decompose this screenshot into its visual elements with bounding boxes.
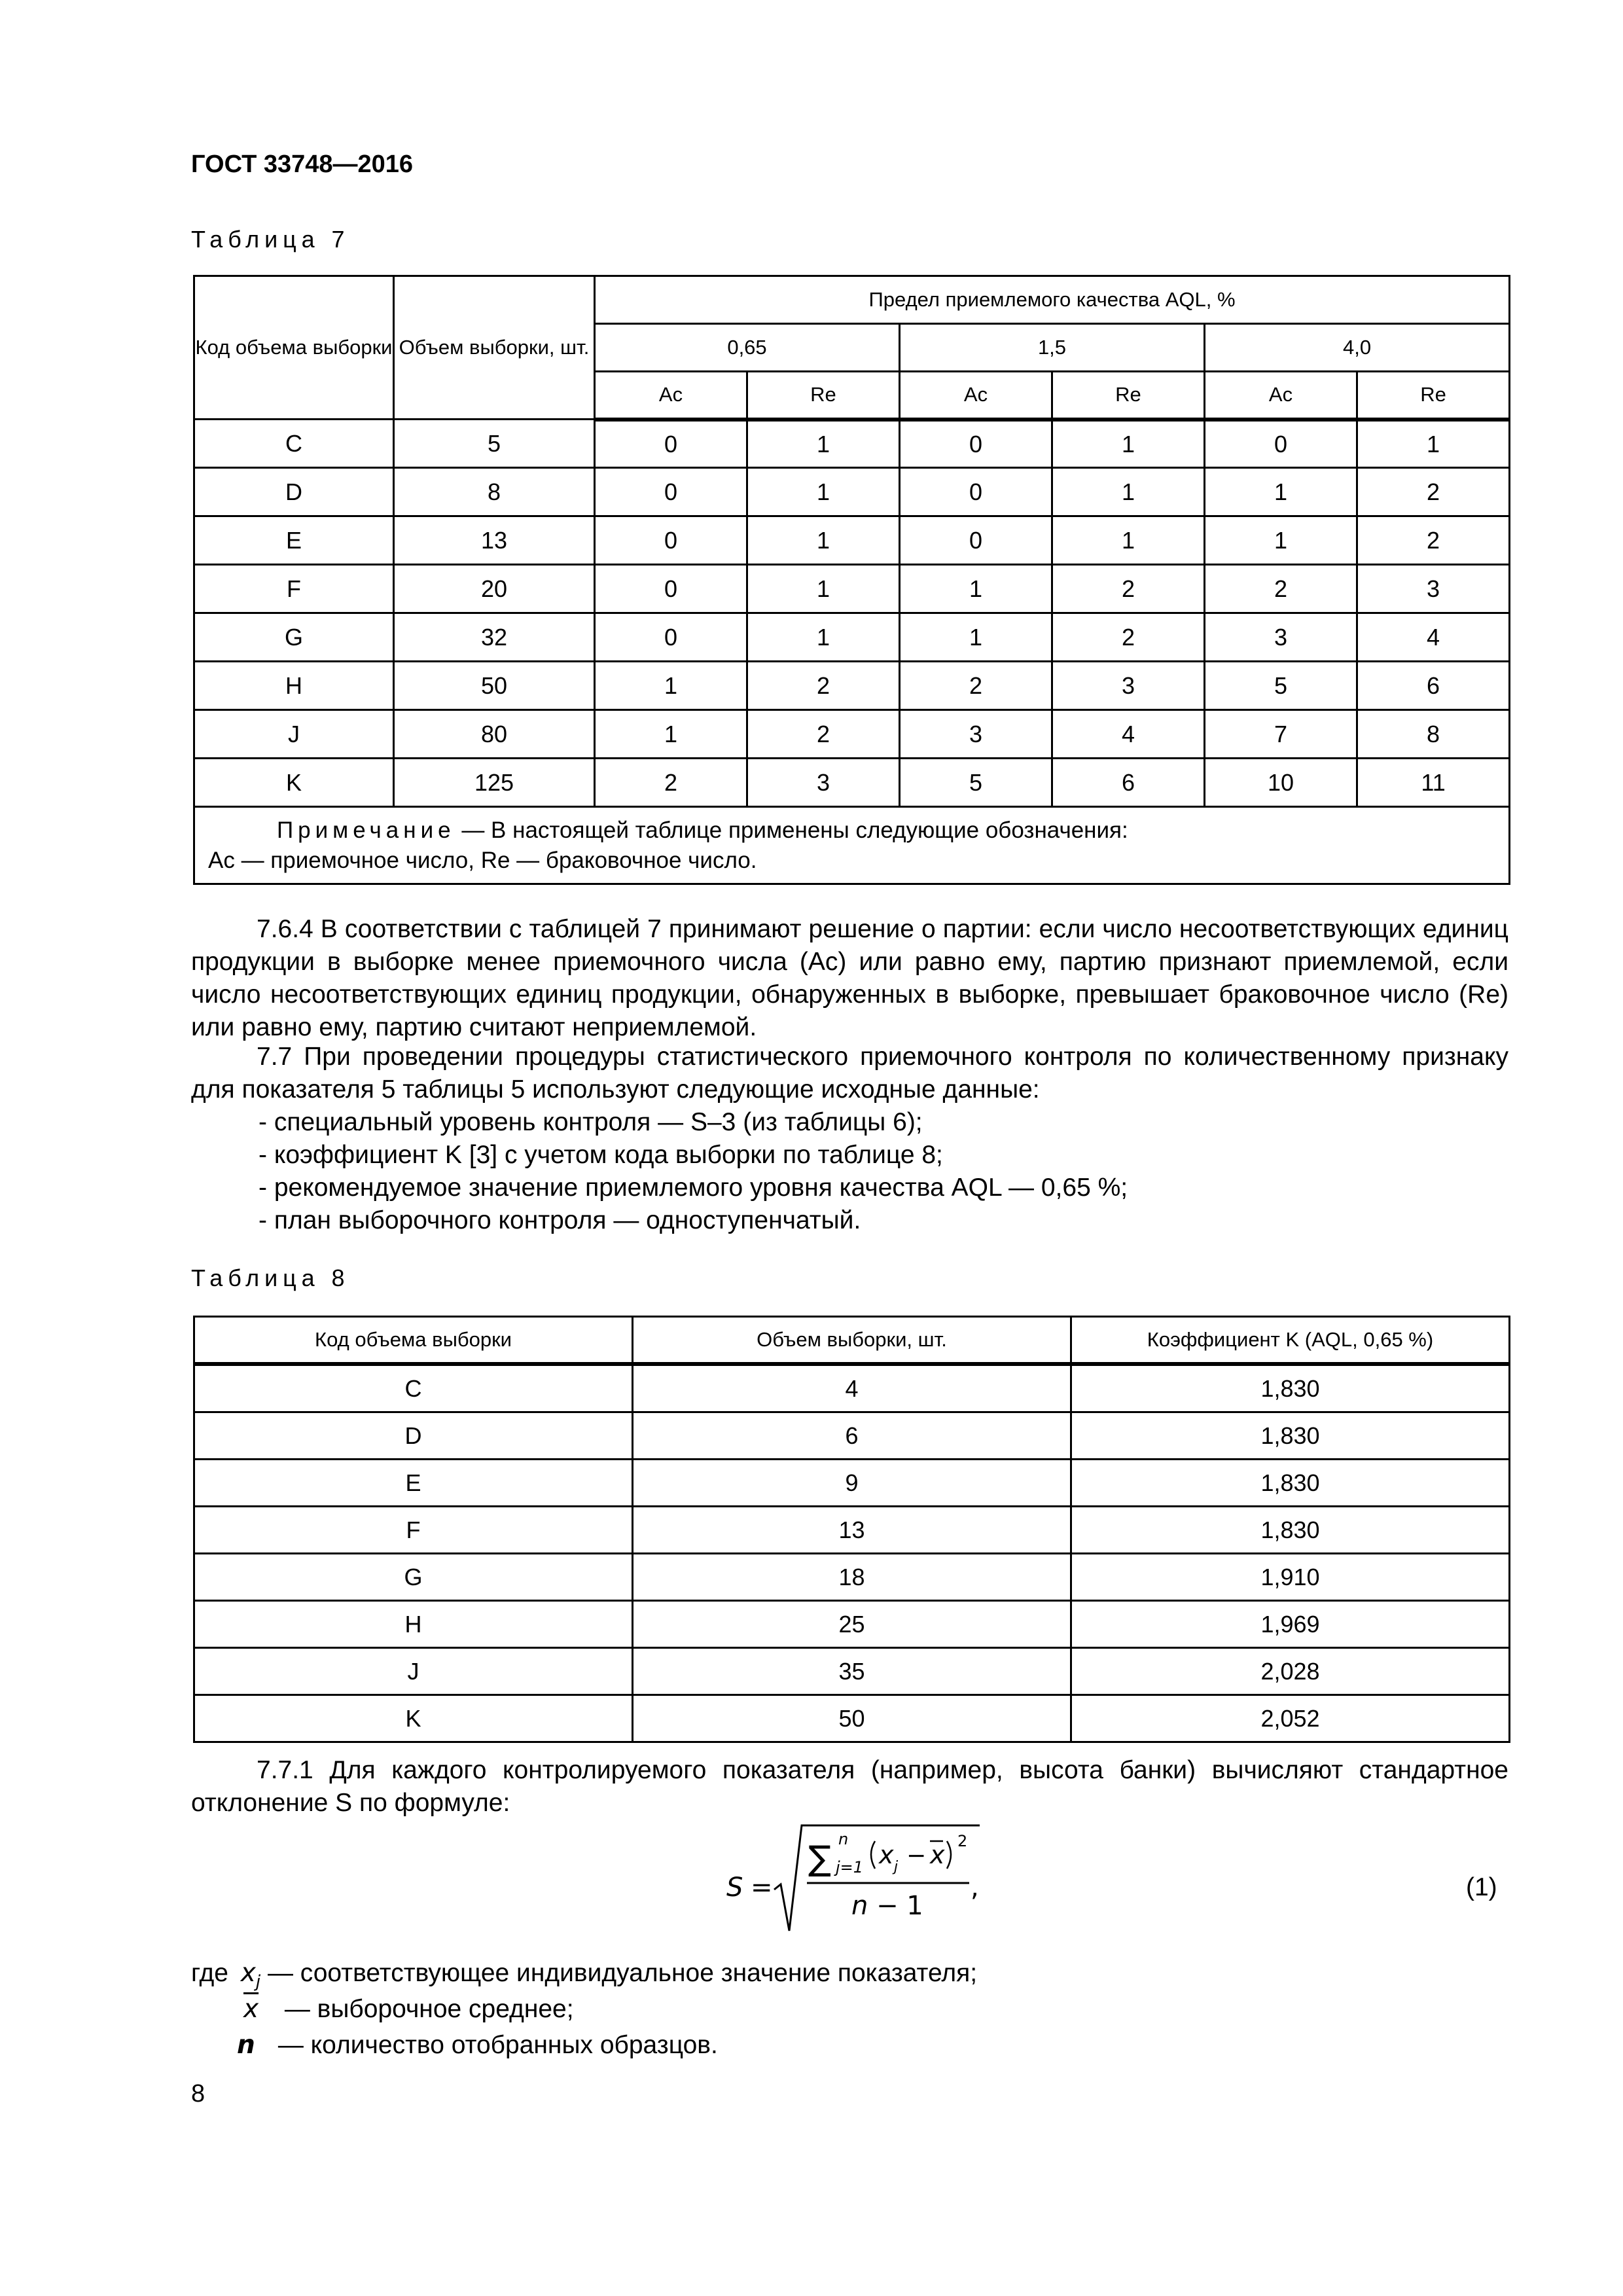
table-row bbox=[194, 1554, 1510, 1601]
note-label: Примечание bbox=[277, 817, 455, 843]
table7-cell-value: 1 bbox=[1052, 420, 1205, 468]
table8-cell-size: 18 bbox=[633, 1554, 1071, 1601]
legend-item bbox=[243, 1993, 574, 2026]
table8-header-code: Код объема выборки bbox=[194, 1317, 633, 1365]
table7-note bbox=[194, 807, 1510, 884]
table7-cell-value: 2 bbox=[1052, 565, 1205, 613]
table7-cell-value: 3 bbox=[1357, 565, 1510, 613]
table7-cell-size: 32 bbox=[394, 613, 595, 662]
table-row bbox=[194, 516, 1510, 565]
table7-cell-code: E bbox=[194, 516, 394, 565]
table8-header-size: Объем выборки, шт. bbox=[633, 1317, 1071, 1365]
table7-cell-value: 2 bbox=[1357, 468, 1510, 516]
table8-cell-code: F bbox=[194, 1507, 633, 1554]
table8-header-coefficient: Коэффициент K (AQL, 0,65 %) bbox=[1071, 1317, 1510, 1365]
table7-caption: Таблица 7 bbox=[191, 226, 350, 253]
legend-symbol: n bbox=[237, 2030, 255, 2060]
table7-cell-value: 3 bbox=[900, 710, 1052, 759]
table-row bbox=[194, 1364, 1510, 1412]
table7-cell-value: 3 bbox=[1052, 662, 1205, 710]
table7-cell-value: 2 bbox=[1357, 516, 1510, 565]
table7-cell-code: J bbox=[194, 710, 394, 759]
table7-cell-value: 4 bbox=[1357, 613, 1510, 662]
table8-cell-coefficient: 1,830 bbox=[1071, 1364, 1510, 1412]
note-line2: Ac — приемочное число, Re — браковочное число. bbox=[208, 847, 757, 873]
table7-sub-re: Re bbox=[1357, 372, 1510, 420]
table8-cell-coefficient: 1,830 bbox=[1071, 1460, 1510, 1507]
table7-cell-value: 1 bbox=[1205, 516, 1357, 565]
table-row bbox=[194, 420, 1510, 468]
table7-cell-value: 0 bbox=[900, 420, 1052, 468]
table7-cell-value: 0 bbox=[595, 565, 747, 613]
formula-lhs: S bbox=[726, 1873, 743, 1903]
legend-item bbox=[191, 1957, 977, 1998]
paragraph-7-7: 7.7 При проведении процедуры статистического приемочного контроля по количественному признаку для показателя 5 таблицы 5 используют следующие исходные данные: bbox=[191, 1043, 1508, 1103]
table7-cell-size: 13 bbox=[394, 516, 595, 565]
table7-cell-code: H bbox=[194, 662, 394, 710]
table8-body bbox=[194, 1364, 1510, 1742]
table7-header-size: Объем выборки, шт. bbox=[394, 276, 595, 420]
table-row bbox=[194, 1601, 1510, 1648]
table7-cell-size: 80 bbox=[394, 710, 595, 759]
table7-cell-value: 1 bbox=[900, 613, 1052, 662]
table7-cell-value: 3 bbox=[1205, 613, 1357, 662]
sum-lower-limit: j=1 bbox=[836, 1858, 864, 1876]
paragraph-7-6-4: 7.6.4 В соответствии с таблицей 7 принимают решение о партии: если число несоответствующих единиц продукции в выборке менее приемочного числа (Ac) или равно ему, партию признают приемлемой, если число несоответствующих единиц продукции, обнаруженных в выборке, превышает браковочное число (Re) или равно ему, партию считают неприемлемой. bbox=[191, 915, 1508, 1041]
table7-cell-value: 2 bbox=[900, 662, 1052, 710]
table7-cell-code: D bbox=[194, 468, 394, 516]
formula-number: (1) bbox=[1466, 1873, 1497, 1901]
table7-cell-value: 4 bbox=[1052, 710, 1205, 759]
legend-item bbox=[237, 2029, 718, 2062]
table8-cell-size: 50 bbox=[633, 1695, 1071, 1742]
table-row bbox=[194, 565, 1510, 613]
table8-cell-coefficient: 1,830 bbox=[1071, 1507, 1510, 1554]
table7-cell-value: 0 bbox=[900, 516, 1052, 565]
table7-cell-value: 2 bbox=[747, 662, 900, 710]
table7-cell-value: 5 bbox=[1205, 662, 1357, 710]
table7-cell-size: 50 bbox=[394, 662, 595, 710]
table7-sub-re: Re bbox=[747, 372, 900, 420]
table7-sub-ac: Ac bbox=[595, 372, 747, 420]
table8-cell-code: E bbox=[194, 1460, 633, 1507]
table7-cell-value: 1 bbox=[747, 468, 900, 516]
table7-aql-level: 1,5 bbox=[900, 324, 1205, 372]
table7-cell-value: 2 bbox=[1052, 613, 1205, 662]
table7-cell-value: 1 bbox=[1052, 516, 1205, 565]
table7-cell-value: 1 bbox=[1205, 468, 1357, 516]
std-deviation-formula bbox=[710, 1816, 985, 1941]
table7-cell-size: 8 bbox=[394, 468, 595, 516]
table8-cell-size: 13 bbox=[633, 1507, 1071, 1554]
table8-cell-size: 4 bbox=[633, 1364, 1071, 1412]
table8-cell-size: 9 bbox=[633, 1460, 1071, 1507]
table7-cell-value: 1 bbox=[1357, 420, 1510, 468]
formula-power: 2 bbox=[957, 1832, 968, 1850]
formula-j-subscript: j bbox=[894, 1859, 899, 1875]
list-item: - специальный уровень контроля — S–3 (из таблицы 6); bbox=[259, 1108, 923, 1136]
legend-prefix: где bbox=[191, 1959, 228, 1987]
table8-cell-coefficient: 2,052 bbox=[1071, 1695, 1510, 1742]
table8-cell-coefficient: 2,028 bbox=[1071, 1648, 1510, 1695]
table8-cell-code: C bbox=[194, 1364, 633, 1412]
table7-aql-level: 4,0 bbox=[1205, 324, 1510, 372]
table7-cell-value: 10 bbox=[1205, 759, 1357, 807]
formula-minus: − bbox=[906, 1842, 927, 1869]
table8-cell-code: D bbox=[194, 1412, 633, 1460]
document-header: ГОСТ 33748—2016 bbox=[191, 151, 414, 178]
table7-cell-value: 8 bbox=[1357, 710, 1510, 759]
table-row bbox=[194, 1412, 1510, 1460]
table7-cell-value: 0 bbox=[900, 468, 1052, 516]
table7-cell-value: 3 bbox=[747, 759, 900, 807]
table8-cell-code: J bbox=[194, 1648, 633, 1695]
table7-cell-value: 1 bbox=[747, 420, 900, 468]
table7-cell-value: 1 bbox=[595, 662, 747, 710]
table-row bbox=[194, 613, 1510, 662]
list-7-7 bbox=[259, 1106, 1128, 1237]
table8-cell-code: H bbox=[194, 1601, 633, 1648]
table-row bbox=[194, 759, 1510, 807]
table7-body bbox=[194, 420, 1510, 807]
list-item: - коэффициент K [3] с учетом кода выборки по таблице 8; bbox=[259, 1141, 943, 1169]
formula-xj: x bbox=[879, 1840, 894, 1869]
right-paren bbox=[947, 1841, 951, 1869]
table-row bbox=[194, 1695, 1510, 1742]
table7-cell-value: 1 bbox=[747, 565, 900, 613]
legend-symbol: $\overline{x}$ bbox=[243, 1994, 259, 2024]
table7-cell-value: 0 bbox=[595, 613, 747, 662]
table-row bbox=[194, 662, 1510, 710]
sum-sign: ∑ bbox=[808, 1839, 832, 1878]
table7-cell-value: 7 bbox=[1205, 710, 1357, 759]
table7-cell-size: 125 bbox=[394, 759, 595, 807]
note-line1: — В настоящей таблице применены следующие обозначения: bbox=[455, 817, 1128, 843]
legend-text: — количество отобранных образцов. bbox=[277, 2031, 718, 2059]
table-row bbox=[194, 710, 1510, 759]
table7-sub-ac: Ac bbox=[1205, 372, 1357, 420]
table7-cell-code: C bbox=[194, 420, 394, 468]
table7-cell-value: 2 bbox=[747, 710, 900, 759]
page-number: 8 bbox=[191, 2080, 205, 2108]
formula-equals: = bbox=[751, 1873, 773, 1903]
table7-cell-value: 0 bbox=[595, 516, 747, 565]
table7-cell-value: 1 bbox=[900, 565, 1052, 613]
left-paren bbox=[871, 1841, 875, 1869]
formula-xbar: x bbox=[930, 1840, 945, 1869]
paragraph-7-7-1: 7.7.1 Для каждого контролируемого показателя (например, высота банки) вычисляют стандартное отклонение S по формуле: bbox=[191, 1756, 1508, 1817]
table7-cell-value: 0 bbox=[595, 468, 747, 516]
table8-caption: Таблица 8 bbox=[191, 1265, 350, 1291]
table7-aql-level: 0,65 bbox=[595, 324, 900, 372]
table7-header-code: Код объема выборки bbox=[194, 276, 394, 420]
table8-cell-code: K bbox=[194, 1695, 633, 1742]
table7-cell-value: 1 bbox=[747, 516, 900, 565]
table7-sub-ac: Ac bbox=[900, 372, 1052, 420]
table7-cell-code: G bbox=[194, 613, 394, 662]
table7-cell-size: 5 bbox=[394, 420, 595, 468]
formula-denominator: n − 1 bbox=[851, 1891, 923, 1921]
legend-text: — выборочное среднее; bbox=[284, 1995, 574, 2023]
table7-cell-size: 20 bbox=[394, 565, 595, 613]
table8-cell-coefficient: 1,910 bbox=[1071, 1554, 1510, 1601]
table7-cell-value: 1 bbox=[595, 710, 747, 759]
table-row bbox=[194, 468, 1510, 516]
table7-cell-value: 2 bbox=[595, 759, 747, 807]
list-item: - рекомендуемое значение приемлемого уровня качества AQL — 0,65 %; bbox=[259, 1174, 1128, 1202]
formula-comma: , bbox=[971, 1873, 979, 1903]
table7-cell-value: 0 bbox=[595, 420, 747, 468]
table7-cell-value: 1 bbox=[1052, 468, 1205, 516]
table7-cell-value: 5 bbox=[900, 759, 1052, 807]
table7-cell-value: 0 bbox=[1205, 420, 1357, 468]
table-row bbox=[194, 1460, 1510, 1507]
sum-upper-limit: n bbox=[838, 1830, 849, 1848]
table-row bbox=[194, 1507, 1510, 1554]
table7-cell-value: 11 bbox=[1357, 759, 1510, 807]
table8-cell-size: 25 bbox=[633, 1601, 1071, 1648]
table7-cell-value: 1 bbox=[747, 613, 900, 662]
table8-cell-coefficient: 1,969 bbox=[1071, 1601, 1510, 1648]
table7-cell-code: F bbox=[194, 565, 394, 613]
table-row bbox=[194, 1648, 1510, 1695]
table8-cell-coefficient: 1,830 bbox=[1071, 1412, 1510, 1460]
table8-cell-size: 35 bbox=[633, 1648, 1071, 1695]
table8-cell-code: G bbox=[194, 1554, 633, 1601]
table7-cell-value: 6 bbox=[1052, 759, 1205, 807]
table7-sub-re: Re bbox=[1052, 372, 1205, 420]
table8 bbox=[193, 1316, 1510, 1743]
table8-cell-size: 6 bbox=[633, 1412, 1071, 1460]
table7-cell-value: 6 bbox=[1357, 662, 1510, 710]
table7 bbox=[193, 275, 1510, 885]
legend-text: — соответствующее индивидуальное значение показателя; bbox=[267, 1959, 978, 1987]
list-item: - план выборочного контроля — одноступенчатый. bbox=[259, 1206, 861, 1234]
table7-cell-value: 2 bbox=[1205, 565, 1357, 613]
table7-cell-code: K bbox=[194, 759, 394, 807]
legend-symbol: $x_j$ bbox=[240, 1958, 261, 1992]
table7-header-aql: Предел приемлемого качества AQL, % bbox=[595, 276, 1510, 324]
